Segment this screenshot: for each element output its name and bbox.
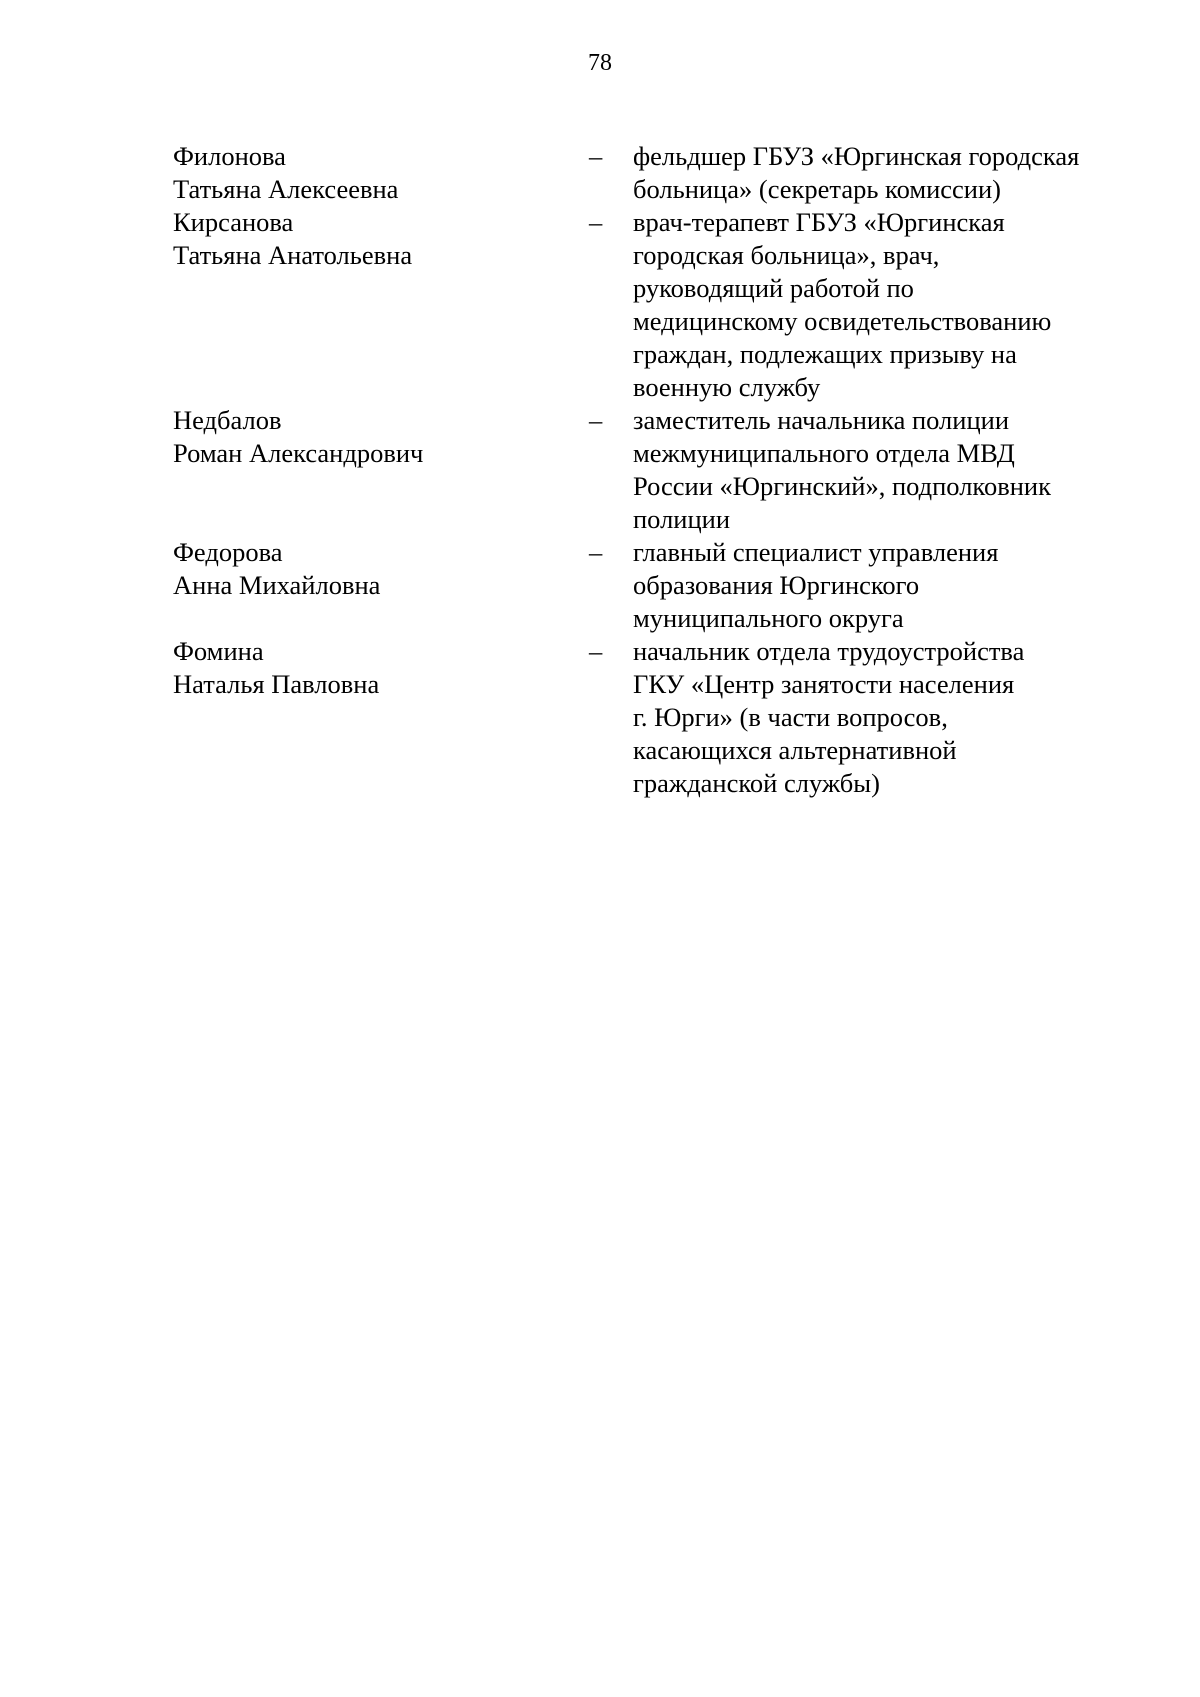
role-line: касающихся альтернативной [633, 735, 957, 765]
member-role [633, 635, 1133, 800]
member-surname: Фомина [173, 636, 264, 666]
role-line: полиции [633, 504, 731, 534]
member-surname: Федорова [173, 537, 283, 567]
member-role [633, 536, 1133, 635]
role-line: России «Юргинский», подполковник [633, 471, 1051, 501]
member-name [173, 635, 573, 800]
dash-separator: – [589, 636, 603, 666]
member-role [633, 404, 1133, 536]
commission-member-list [173, 140, 1133, 800]
member-entry [173, 536, 1133, 635]
member-entry [173, 404, 1133, 536]
role-line: фельдшер ГБУЗ «Юргинская городская [633, 141, 1080, 171]
role-line: начальник отдела трудоустройства [633, 636, 1025, 666]
page-number: 78 [588, 50, 612, 76]
member-role [633, 206, 1133, 404]
member-given-names: Анна Михайловна [173, 570, 381, 600]
role-line: военную службу [633, 372, 821, 402]
member-name [173, 536, 573, 635]
member-entry [173, 206, 1133, 404]
role-line: ГКУ «Центр занятости населения [633, 669, 1015, 699]
role-line: муниципального округа [633, 603, 904, 633]
role-line: медицинскому освидетельствованию [633, 306, 1052, 336]
role-line: городская больница», врач, [633, 240, 940, 270]
role-line: межмуниципального отдела МВД [633, 438, 1015, 468]
member-entry [173, 140, 1133, 206]
member-entry [173, 635, 1133, 800]
dash-separator: – [589, 141, 603, 171]
member-given-names: Татьяна Алексеевна [173, 174, 399, 204]
role-line: главный специалист управления [633, 537, 999, 567]
dash-separator: – [589, 405, 603, 435]
role-line: г. Юрги» (в части вопросов, [633, 702, 948, 732]
role-line: руководящий работой по [633, 273, 914, 303]
member-role [633, 140, 1133, 206]
role-line: граждан, подлежащих призыву на [633, 339, 1017, 369]
member-name [173, 404, 573, 536]
member-given-names: Наталья Павловна [173, 669, 380, 699]
member-given-names: Роман Александрович [173, 438, 424, 468]
member-surname: Филонова [173, 141, 286, 171]
role-line: образования Юргинского [633, 570, 920, 600]
role-line: больница» (секретарь комиссии) [633, 174, 1001, 204]
role-line: врач-терапевт ГБУЗ «Юргинская [633, 207, 1005, 237]
role-line: заместитель начальника полиции [633, 405, 1009, 435]
member-surname: Недбалов [173, 405, 282, 435]
role-line: гражданской службы) [633, 768, 880, 798]
dash-separator: – [589, 537, 603, 567]
member-name [173, 140, 573, 206]
member-surname: Кирсанова [173, 207, 294, 237]
member-given-names: Татьяна Анатольевна [173, 240, 413, 270]
dash-separator: – [589, 207, 603, 237]
member-name [173, 206, 573, 404]
